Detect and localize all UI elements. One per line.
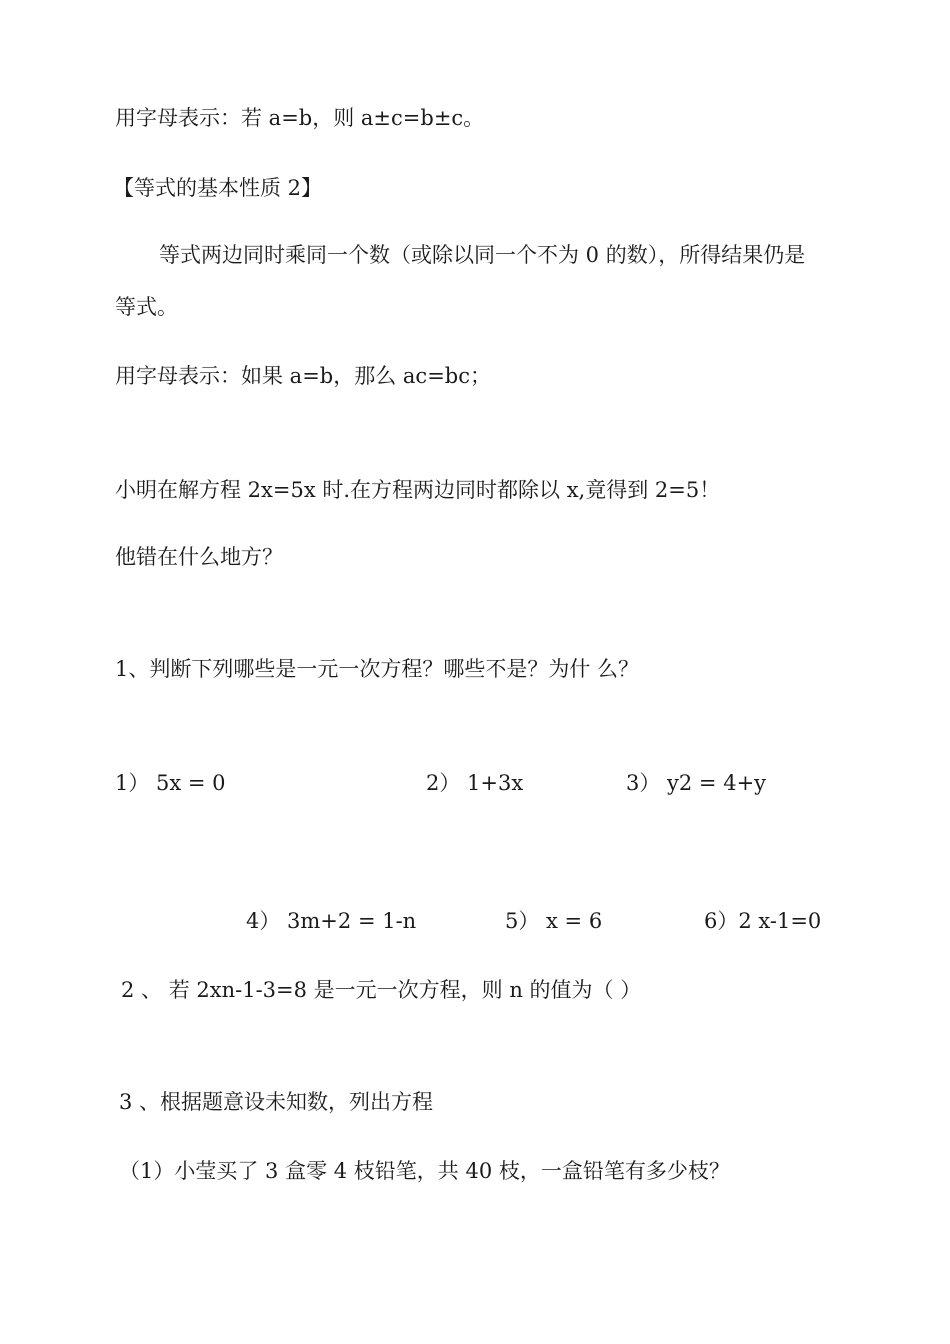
option-4: 4） 3m+2 = 1-n [246,909,417,933]
question-3: 3 、根据题意设未知数，列出方程 [119,1090,434,1114]
option-6: 6）2 x-1=0 [704,909,822,933]
text-line: 等式。 [115,295,178,319]
option-5: 5） x = 6 [505,909,603,933]
option-1: 1） 5x = 0 [115,771,226,795]
option-2: 2） 1+3x [426,771,524,795]
text-line: 他错在什么地方？ [115,545,283,569]
option-3: 3） y2 = 4+y [626,771,767,795]
question-1: 1、判断下列哪些是一元一次方程？哪些不是？为什 么？ [115,657,640,681]
text-line: 等式两边同时乘同一个数（或除以同一个不为 0 的数），所得结果仍是 [159,243,806,267]
text-line: 用字母表示：若 a=b，则 a±c=b±c。 [115,106,485,130]
question-2: 2 、 若 2xn-1-3=8 是一元一次方程，则 n 的值为（ ） [121,978,642,1002]
text-line: 小明在解方程 2x=5x 时.在方程两边同时都除以 x,竟得到 2=5！ [115,478,721,502]
section-heading: 【等式的基本性质 2】 [113,176,323,200]
text-line: 用字母表示：如果 a=b，那么 ac=bc； [115,364,491,388]
question-3-part-1: （1）小莹买了 3 盒零 4 枝铅笔，共 40 枝，一盒铅笔有多少枝？ [119,1159,730,1183]
